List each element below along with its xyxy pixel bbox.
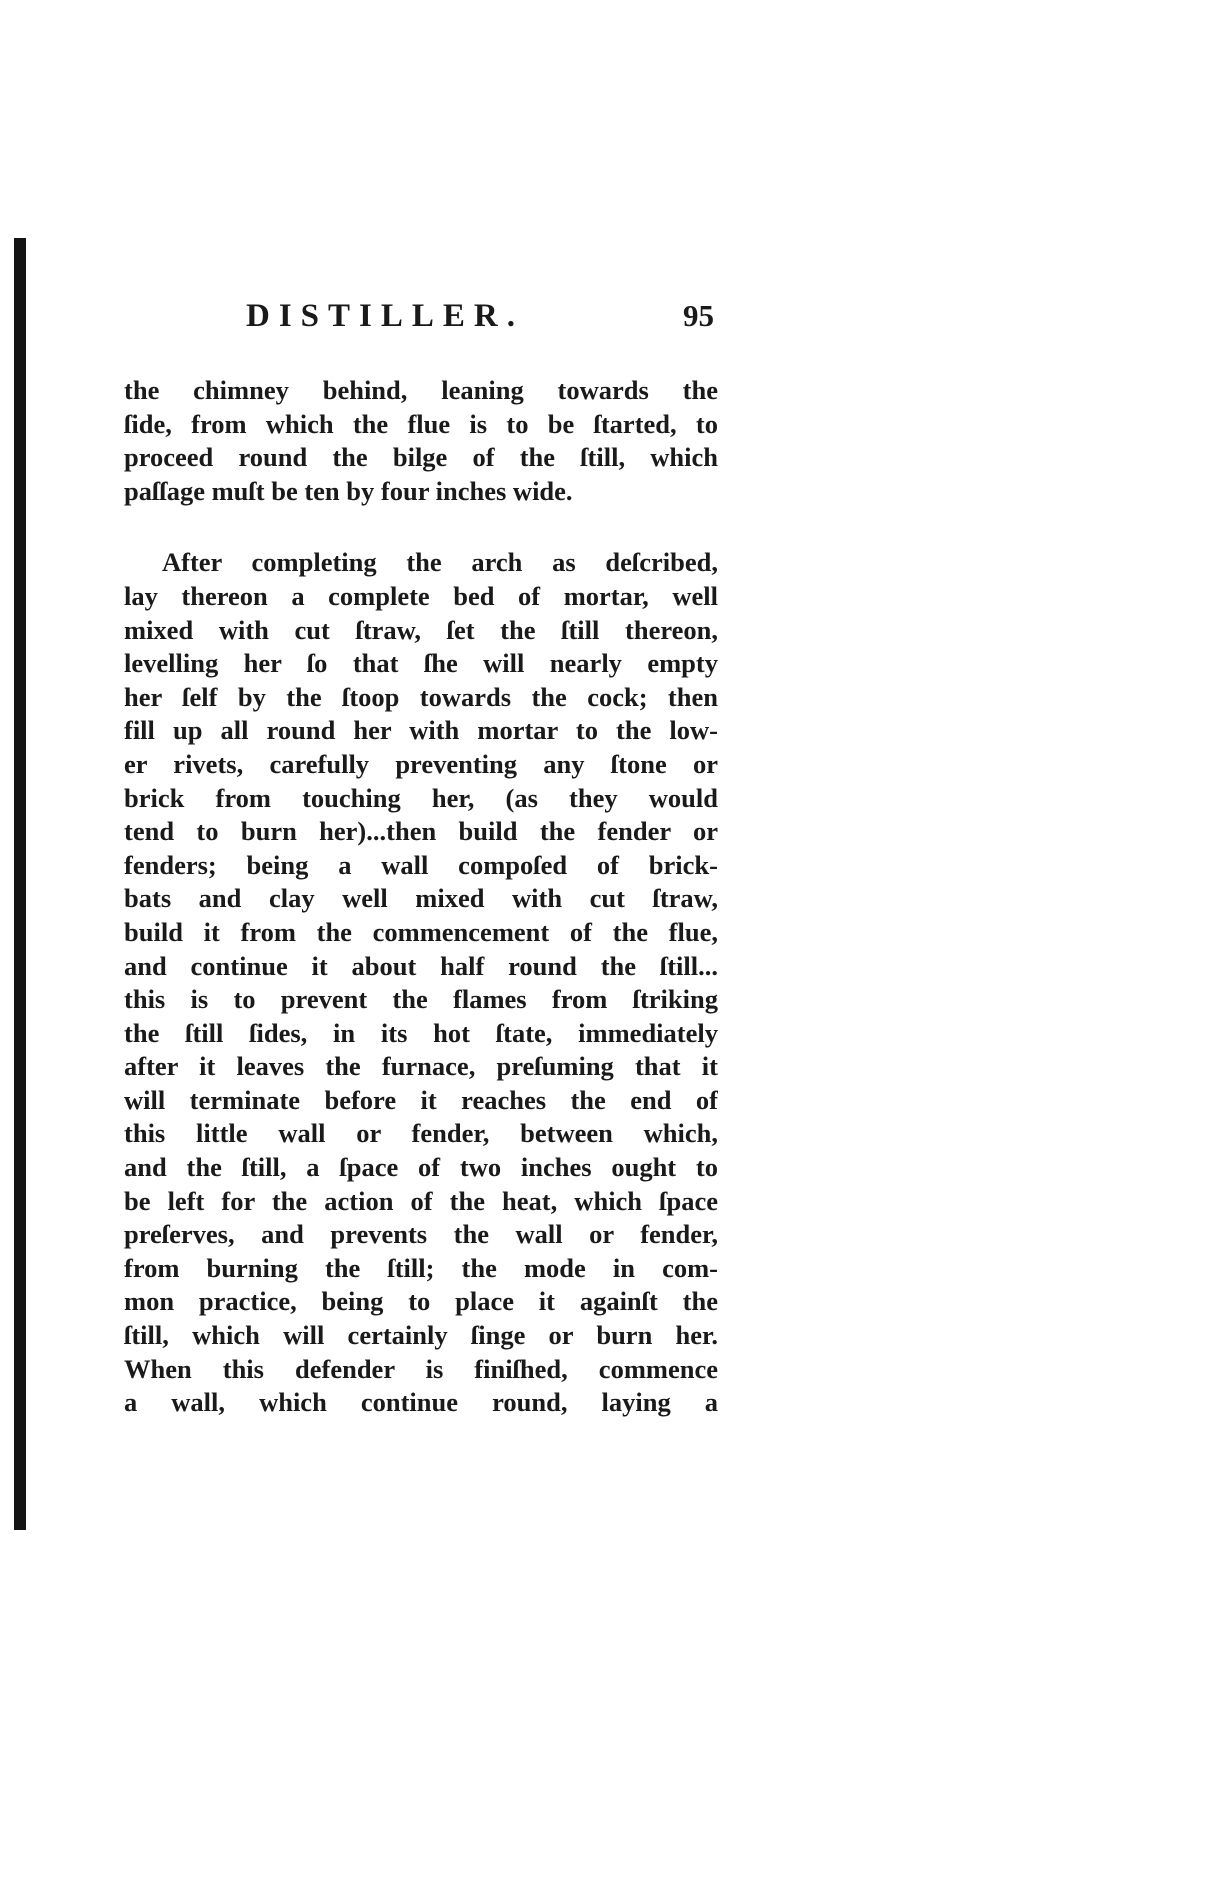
- text-line: er rivets, carefully preventing any ſtone or: [124, 748, 718, 779]
- text-line: and the ſtill, a ſpace of two inches ought to: [124, 1152, 718, 1183]
- text-line: paſſage muſt be ten by four inches wide.: [124, 475, 573, 506]
- running-head: [124, 298, 718, 342]
- paragraph-1: [124, 374, 718, 508]
- text-line: this little wall or fender, between which,: [124, 1118, 718, 1149]
- text-line: lay thereon a complete bed of mortar, well: [124, 580, 718, 611]
- text-line: tend to burn her)...then build the fender or: [124, 816, 718, 847]
- text-line: fenders; being a wall compoſed of brick-: [124, 849, 718, 880]
- text-line: bats and clay well mixed with cut ſtraw,: [124, 883, 718, 914]
- text-line: fill up all round her with mortar to the low-: [124, 715, 718, 746]
- text-line: a wall, which continue round, laying a: [124, 1387, 718, 1418]
- text-line: after it leaves the furnace, preſuming that it: [124, 1051, 718, 1082]
- page-number: 95: [683, 298, 714, 333]
- running-head-title: DISTILLER.: [246, 298, 524, 334]
- text-line: the chimney behind, leaning towards the: [124, 375, 718, 405]
- text-line: preſerves, and prevents the wall or fender,: [124, 1219, 718, 1250]
- text-line: proceed round the bilge of the ſtill, which: [124, 442, 718, 473]
- book-page: [124, 298, 718, 1420]
- text-line: this is to prevent the flames from ſtriking: [124, 984, 718, 1015]
- text-line: mon practice, being to place it againſt the: [124, 1286, 718, 1317]
- text-line: levelling her ſo that ſhe will nearly empty: [124, 648, 718, 679]
- text-line: the ſtill ſides, in its hot ſtate, immediately: [124, 1017, 718, 1048]
- text-line: mixed with cut ſtraw, ſet the ſtill thereon,: [124, 614, 718, 645]
- paragraph-spacer: [124, 508, 718, 546]
- text-line: be left for the action of the heat, which ſpace: [124, 1185, 718, 1216]
- text-line: and continue it about half round the ſtill...: [124, 950, 718, 981]
- binding-edge-shadow: [14, 238, 26, 1530]
- text-line: brick from touching her, (as they would: [124, 782, 718, 813]
- paragraph-2: [124, 546, 718, 1419]
- text-line: will terminate before it reaches the end of: [124, 1084, 718, 1115]
- text-line: build it from the commencement of the flue,: [124, 916, 718, 947]
- text-line: her ſelf by the ſtoop towards the cock; then: [124, 681, 718, 712]
- text-line: ſide, from which the flue is to be ſtarted, to: [124, 408, 718, 439]
- text-line: ſtill, which will certainly ſinge or burn her.: [124, 1320, 718, 1351]
- body-text: [124, 374, 718, 1420]
- text-line: from burning the ſtill; the mode in com-: [124, 1252, 718, 1283]
- text-line: After completing the arch as deſcribed,: [162, 547, 718, 578]
- text-line: When this defender is finiſhed, commence: [124, 1353, 718, 1384]
